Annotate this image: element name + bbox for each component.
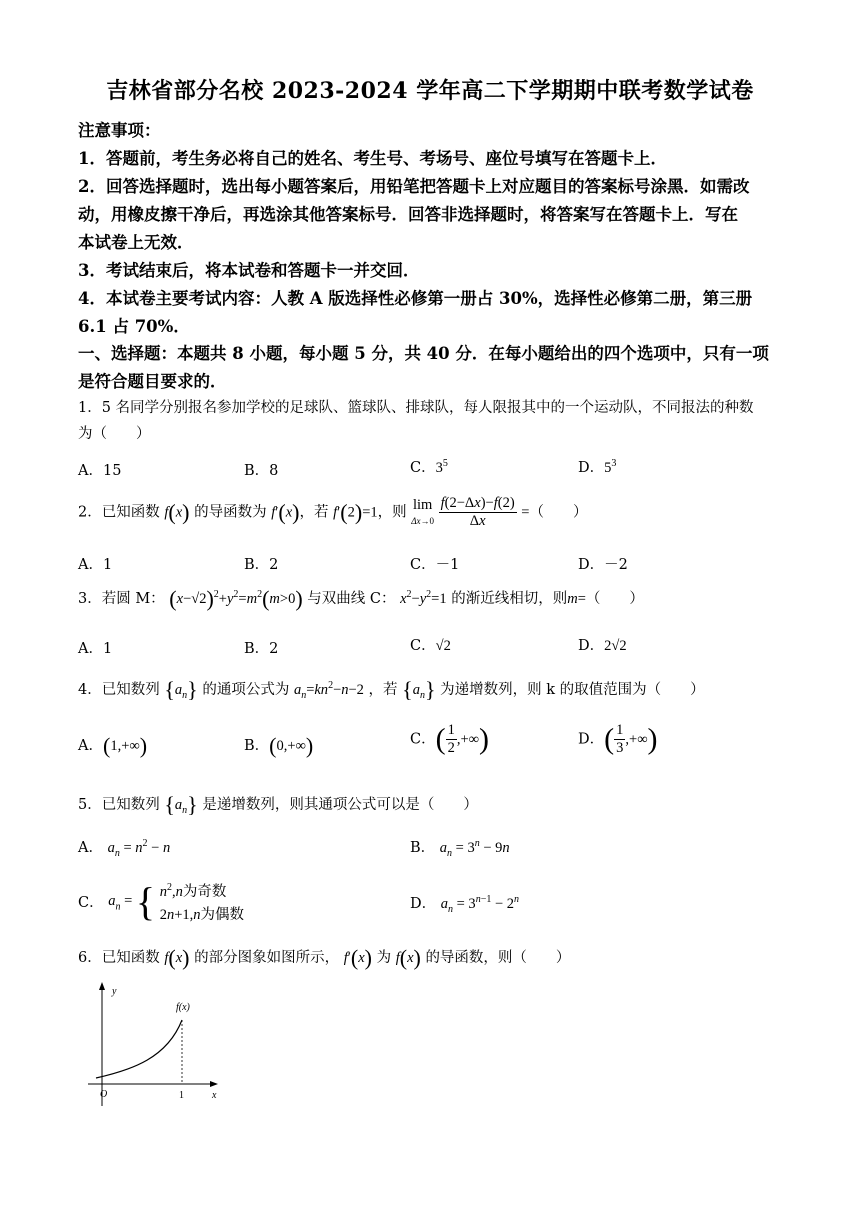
q5-option-a: A． $a_n = n^2 - n$ [78, 838, 171, 859]
q4-option-b: B．(0,+∞) [244, 733, 314, 758]
q5-option-d: D． $a_n = 3^{n-1} - 2^n$ [410, 894, 520, 915]
q1-option-c: C．$3^5$ [410, 458, 448, 476]
question-2-stem: 2．已知函数 f(x) 的导函数为 f′(x)，若 f′(2)=1，则 lim Δx→0 $\frac{f(2-\Delta x)-f(2)}{\Delta x}$ =（ ） [78, 495, 588, 529]
notice-item-2: 2．回答选择题时，选出每小题答案后，用铅笔把答题卡上对应题目的答案标号涂黑．如需改 [78, 177, 750, 196]
notice-item-3: 3．考试结束后，将本试卷和答题卡一并交回． [78, 261, 420, 280]
question-1-stem-cont: 为（ ） [78, 426, 151, 442]
notice-item-4-cont: 6.1 占 70%． [78, 317, 190, 336]
notice-item-4: 4．本试卷主要考试内容：人教 A 版选择性必修第一册占 30%，选择性必修第二册，第三册 [78, 289, 753, 308]
q2-option-a: A．1 [78, 557, 113, 573]
q4-option-a: A．(1,+∞) [78, 733, 148, 758]
y-axis-arrow [99, 982, 105, 990]
curve-label: f(x) [176, 1002, 190, 1013]
page-title: 吉林省部分名校 2023-2024 学年高二下学期期中联考数学试卷 [106, 78, 754, 104]
question-1-stem: 1．5 名同学分别报名参加学校的足球队、篮球队、排球队，每人限报其中的一个运动队，不同报法的种数 [78, 400, 754, 416]
q3-option-a: A．1 [78, 641, 113, 657]
origin-label: O [100, 1089, 108, 1100]
section-heading-cont: 是符合题目要求的． [78, 372, 227, 391]
q4-option-d: D．( $\frac{1}{3}$ ,+∞) [578, 722, 658, 756]
question-3-stem: 3．若圆 M： $(x-√2)^2+y^2=m^2(m>0)$ 与双曲线 C： $x^2-y^2=1$ 的渐近线相切，则m=（ ） [78, 586, 644, 611]
x-label: x [212, 1090, 217, 1101]
notice-heading: 注意事项： [78, 121, 161, 140]
notice-item-2-cont: 动，用橡皮擦干净后，再选涂其他答案标号．回答非选择题时，将答案写在答题卡上．写在 [78, 205, 738, 224]
question-6-stem: 6．已知函数 f(x) 的部分图象如图所示， f′(x) 为 f(x) 的导函数，则（ ） [78, 945, 571, 970]
function-curve [96, 1020, 182, 1078]
q3-option-c: C．√2 [410, 638, 451, 654]
x-axis-arrow [210, 1081, 218, 1087]
q1-option-b: B．8 [244, 463, 279, 479]
q5-option-c: C． $a_n$ = { $n^2,n$为奇数 2n+1,n为偶数 [78, 878, 245, 924]
question-4-stem: 4．已知数列 $\{a_n\}$ 的通项公式为 $a_n=kn^2-n-2$ ，若 $\{a_n\}$ 为递增数列，则 k 的取值范围为（ ） [78, 677, 705, 702]
q1-option-d: D．$5^3$ [578, 458, 617, 476]
q3-option-d: D．2√2 [578, 638, 627, 654]
function-graph-figure [82, 978, 232, 1113]
q4-option-c: C．( $\frac{1}{2}$ ,+∞) [410, 722, 489, 756]
q2-option-d: D．－2 [578, 557, 628, 573]
y-label: y [112, 986, 117, 997]
section-heading: 一、选择题：本题共 8 小题，每小题 5 分，共 40 分．在每小题给出的四个选项中，只有一项 [78, 344, 769, 363]
question-5-stem: 5．已知数列 $\{a_n\}$ 是递增数列，则其通项公式可以是（ ） [78, 792, 478, 817]
tick-label-1: 1 [179, 1090, 184, 1101]
notice-item-1: 1．答题前，考生务必将自己的姓名、考生号、考场号、座位号填写在答题卡上． [78, 149, 667, 168]
q2-option-b: B．2 [244, 557, 279, 573]
q2-option-c: C．－1 [410, 557, 460, 573]
q1-option-a: A．15 [78, 463, 122, 479]
notice-item-2-end: 本试卷上无效． [78, 233, 194, 252]
q5-option-b: B． $a_n = 3^n - 9n$ [410, 838, 510, 859]
q3-option-b: B．2 [244, 641, 279, 657]
